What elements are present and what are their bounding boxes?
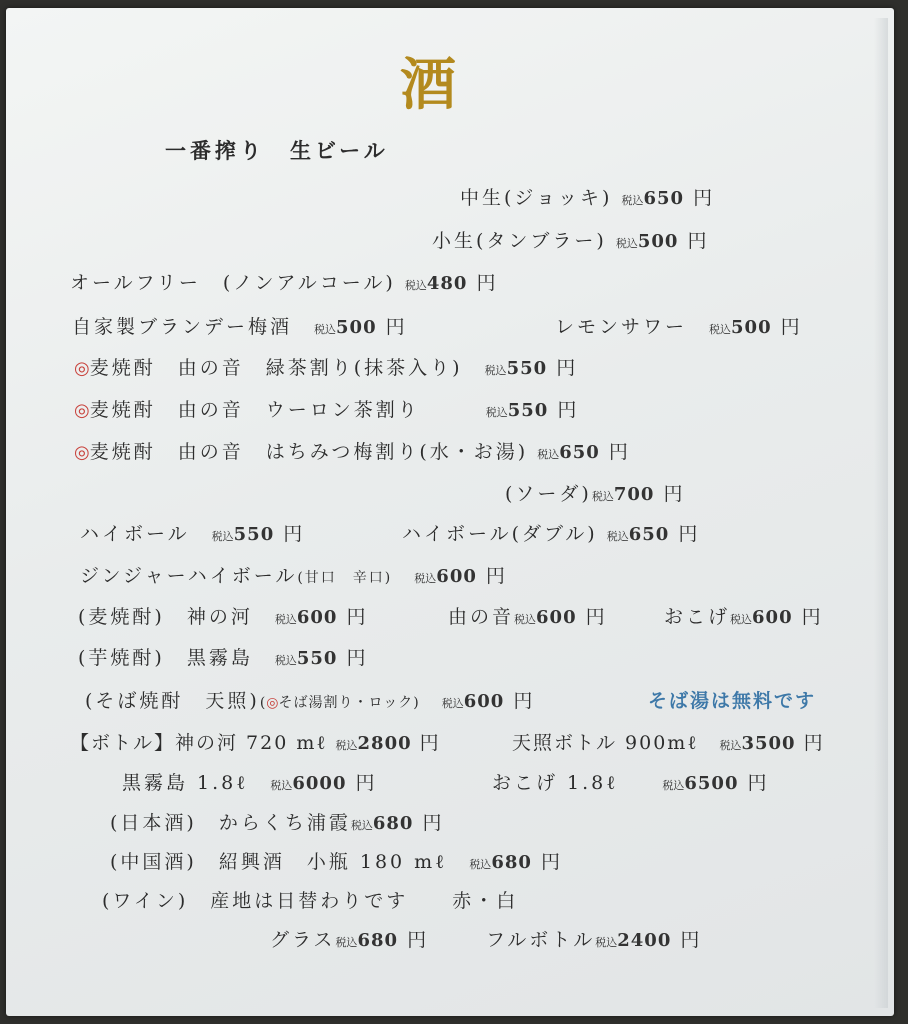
text-fragment: 税込 <box>484 364 507 377</box>
text-fragment: 税込 <box>414 572 437 585</box>
menu-item <box>74 397 579 426</box>
menu-item <box>110 849 563 878</box>
menu-item <box>80 521 305 550</box>
text-fragment: 円 <box>780 316 803 338</box>
text-fragment: おこげ <box>664 606 731 628</box>
text-fragment: (芋焼酎) 黒霧島 <box>78 647 253 669</box>
double-circle-mark: ◎ <box>266 695 279 711</box>
menu-item <box>78 645 368 674</box>
text-fragment: (麦焼酎) 神の河 <box>78 606 253 628</box>
menu-item <box>110 810 444 839</box>
menu-item <box>80 563 508 592</box>
text-fragment: 税込 <box>615 237 638 250</box>
text-fragment: おこげ 1.8ℓ <box>492 772 619 794</box>
text-fragment: 円 <box>663 483 686 505</box>
text-fragment: グラス <box>270 929 336 951</box>
menu-item: (そば焼酎 天照)(◎そば湯割り・ロック) 税込600 円 <box>85 690 536 712</box>
menu-title: 酒 <box>400 52 456 118</box>
text-fragment: ハイボール <box>80 523 190 545</box>
text-fragment: 税込 <box>606 530 629 543</box>
text-fragment: 680 <box>357 930 399 951</box>
text-fragment: 550 <box>506 358 548 379</box>
text-fragment: 税込 <box>485 406 508 419</box>
text-fragment: (中国酒) 紹興酒 小瓶 180 mℓ <box>110 851 448 873</box>
text-fragment: 650 <box>643 188 685 209</box>
text-fragment: 税込 <box>595 936 618 949</box>
text-fragment: 黒霧島 1.8ℓ <box>122 772 249 794</box>
text-fragment: 税込 <box>469 858 492 871</box>
text-fragment: 円 <box>419 732 441 754</box>
text-fragment: 円 <box>476 272 499 294</box>
text-fragment: 500 <box>637 231 679 252</box>
menu-item <box>492 770 770 799</box>
text-fragment: 小生(タンブラー) <box>432 230 607 252</box>
text-fragment: 税込 <box>274 654 297 667</box>
text-fragment: 円 <box>283 523 306 545</box>
text-fragment: 円 <box>513 690 536 712</box>
text-fragment: 円 <box>585 606 608 628</box>
text-fragment: 自家製ブランデー梅酒 <box>72 316 293 338</box>
soba-water-free-note: そば湯は無料です <box>648 690 817 712</box>
text-fragment: ハイボール(ダブル) <box>402 523 598 545</box>
double-circle-mark: ◎ <box>74 358 90 379</box>
text-fragment: 円 <box>693 187 716 209</box>
text-fragment: 円 <box>385 316 408 338</box>
text-fragment: 【ボトル】神の河 720 mℓ <box>70 732 328 754</box>
text-fragment: (甘口 辛口) <box>297 570 393 586</box>
text-fragment: 税込 <box>441 697 464 710</box>
menu-item <box>555 314 803 343</box>
text-fragment: 550 <box>296 648 338 669</box>
text-fragment: 550 <box>507 400 549 421</box>
menu-item <box>74 355 578 384</box>
text-fragment: 税込 <box>335 739 358 752</box>
menu-item <box>270 927 429 956</box>
text-fragment: ジンジャーハイボール <box>80 565 298 587</box>
text-fragment: 円 <box>678 523 701 545</box>
text-fragment: 600 <box>536 607 577 628</box>
text-fragment: 円 <box>803 732 825 754</box>
text-fragment: 円 <box>680 929 703 951</box>
text-fragment: 600 <box>436 566 477 587</box>
menu-item <box>486 927 702 956</box>
text-fragment: 2400 <box>617 930 672 951</box>
text-fragment: 円 <box>747 772 770 794</box>
text-fragment: 税込 <box>211 530 234 543</box>
menu-item <box>78 604 368 633</box>
text-fragment: 税込 <box>621 194 644 207</box>
text-fragment: 税込 <box>314 323 337 336</box>
text-fragment: 税込 <box>404 279 427 292</box>
text-fragment: 6000 <box>292 773 347 794</box>
text-fragment: 680 <box>372 813 414 834</box>
text-fragment: 円 <box>608 441 631 463</box>
text-fragment: 税込 <box>514 613 537 626</box>
text-fragment: 600 <box>296 607 338 628</box>
menu-item <box>122 770 378 799</box>
text-fragment: そば湯割り・ロック) <box>278 695 420 711</box>
text-fragment: 円 <box>540 851 563 873</box>
text-fragment: 麦焼酎 由の音 はちみつ梅割り(水・お湯) <box>89 441 529 463</box>
menu-item <box>505 481 685 510</box>
text-fragment: 円 <box>355 772 378 794</box>
menu-item <box>70 730 441 759</box>
text-fragment: 700 <box>613 484 655 505</box>
text-fragment: 3500 <box>741 733 796 754</box>
text-fragment: 650 <box>628 524 670 545</box>
text-fragment: 円 <box>346 647 369 669</box>
text-fragment: (日本酒) からくち浦霞 <box>110 812 351 834</box>
text-fragment: 税込 <box>719 739 742 752</box>
text-fragment: 2800 <box>357 733 412 754</box>
text-fragment: オールフリー (ノンアルコール) <box>70 272 396 294</box>
menu-item <box>70 270 498 299</box>
wine-line: (ワイン) 産地は日替わりです 赤・白 <box>102 890 519 912</box>
text-fragment: 中生(ジョッキ) <box>460 187 613 209</box>
text-fragment: 天照ボトル 900mℓ <box>512 732 699 754</box>
text-fragment: フルボトル <box>486 929 596 951</box>
text-fragment: 税込 <box>274 613 297 626</box>
text-fragment: 650 <box>559 442 600 463</box>
text-fragment: 480 <box>426 273 468 294</box>
menu-item <box>460 185 715 214</box>
text-fragment: (ソーダ) <box>505 483 592 505</box>
menu-item <box>512 730 825 759</box>
menu-item <box>432 228 710 257</box>
text-fragment: 600 <box>463 691 505 712</box>
text-fragment: 6500 <box>684 773 739 794</box>
menu-item <box>664 604 824 633</box>
text-fragment: (そば焼酎 天照) <box>85 690 260 712</box>
menu-item <box>448 604 608 633</box>
text-fragment: 税込 <box>537 448 560 461</box>
text-fragment: レモンサワー <box>555 316 688 338</box>
text-fragment: 税込 <box>335 936 358 949</box>
menu-item <box>74 439 631 468</box>
text-fragment: 税込 <box>270 779 293 792</box>
text-fragment: 税込 <box>591 490 614 503</box>
text-fragment: 税込 <box>730 613 753 626</box>
menu-item <box>72 314 408 343</box>
text-fragment: 麦焼酎 由の音 緑茶割り(抹茶入り) <box>89 357 463 379</box>
text-fragment: 円 <box>485 565 508 587</box>
text-fragment: 円 <box>407 929 430 951</box>
text-fragment: 円 <box>346 606 369 628</box>
text-fragment: 円 <box>687 230 710 252</box>
text-fragment: 税込 <box>350 819 373 832</box>
double-circle-mark: ◎ <box>74 442 90 463</box>
text-fragment: 500 <box>336 317 377 338</box>
text-fragment: 円 <box>422 812 445 834</box>
text-fragment: 円 <box>557 399 580 421</box>
text-fragment: 600 <box>752 607 793 628</box>
menu-item <box>402 521 700 550</box>
text-fragment: 円 <box>801 606 824 628</box>
plastic-sleeve-glare <box>874 18 888 1008</box>
text-fragment: 円 <box>556 357 579 379</box>
text-fragment: 680 <box>491 852 532 873</box>
text-fragment: 麦焼酎 由の音 ウーロン茶割り <box>89 399 420 421</box>
text-fragment: 税込 <box>662 779 685 792</box>
text-fragment: 500 <box>731 317 772 338</box>
beer-header: 一番搾り 生ビール <box>165 138 389 163</box>
double-circle-mark: ◎ <box>74 400 90 421</box>
text-fragment: 税込 <box>709 323 732 336</box>
text-fragment: 550 <box>233 524 275 545</box>
text-fragment: 由の音 <box>448 606 515 628</box>
